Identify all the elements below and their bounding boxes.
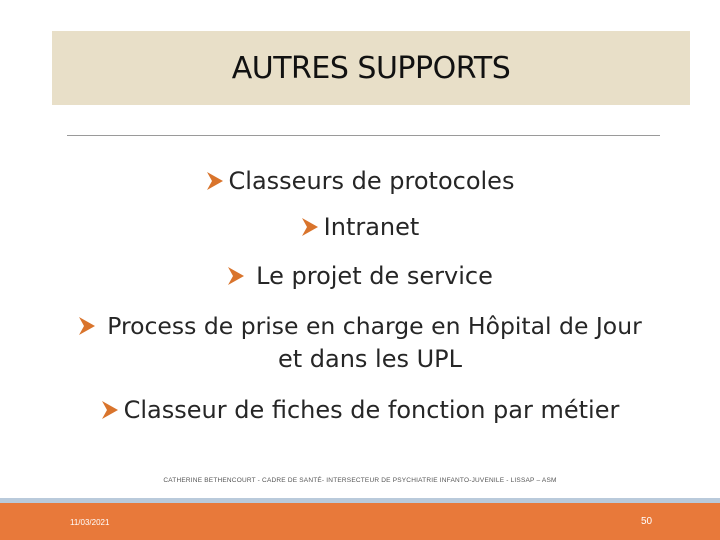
bullet-item-5 — [0, 393, 720, 427]
title-divider — [67, 135, 660, 136]
bullet-text-1: Classeurs de protocoles — [228, 167, 515, 195]
bullet-text-4: Process de prise en charge en Hôpital de Jour — [107, 312, 642, 340]
bullet-item-4-continued — [0, 342, 720, 376]
slide-title: AUTRES SUPPORTS — [231, 50, 511, 86]
bullet-text-4-continued: et dans les UPL — [277, 345, 463, 373]
arrow-bullet-icon — [78, 315, 96, 337]
bullet-text-3: Le projet de service — [256, 262, 493, 290]
arrow-bullet-icon — [227, 265, 245, 287]
arrow-bullet-icon — [301, 216, 319, 238]
arrow-bullet-icon — [101, 399, 119, 421]
bullet-text-5: Classeur de fiches de fonction par métier — [123, 396, 620, 424]
footer-date: 11/03/2021 — [70, 518, 110, 527]
footer-caption: CATHERINE BETHENCOURT - CADRE DE SANTÉ- INTERSECTEUR DE PSYCHIATRIE INFANTO-JUVENILE - LISSAP – ASM — [163, 477, 557, 484]
title-band — [52, 31, 690, 105]
bullet-item-1 — [0, 164, 720, 198]
page-number: 50 — [641, 516, 653, 527]
bullet-item-4 — [0, 309, 720, 343]
arrow-bullet-icon — [206, 170, 224, 192]
bullet-item-3 — [0, 259, 720, 293]
bullet-text-2: Intranet — [323, 213, 420, 241]
bullet-item-2 — [0, 210, 720, 244]
